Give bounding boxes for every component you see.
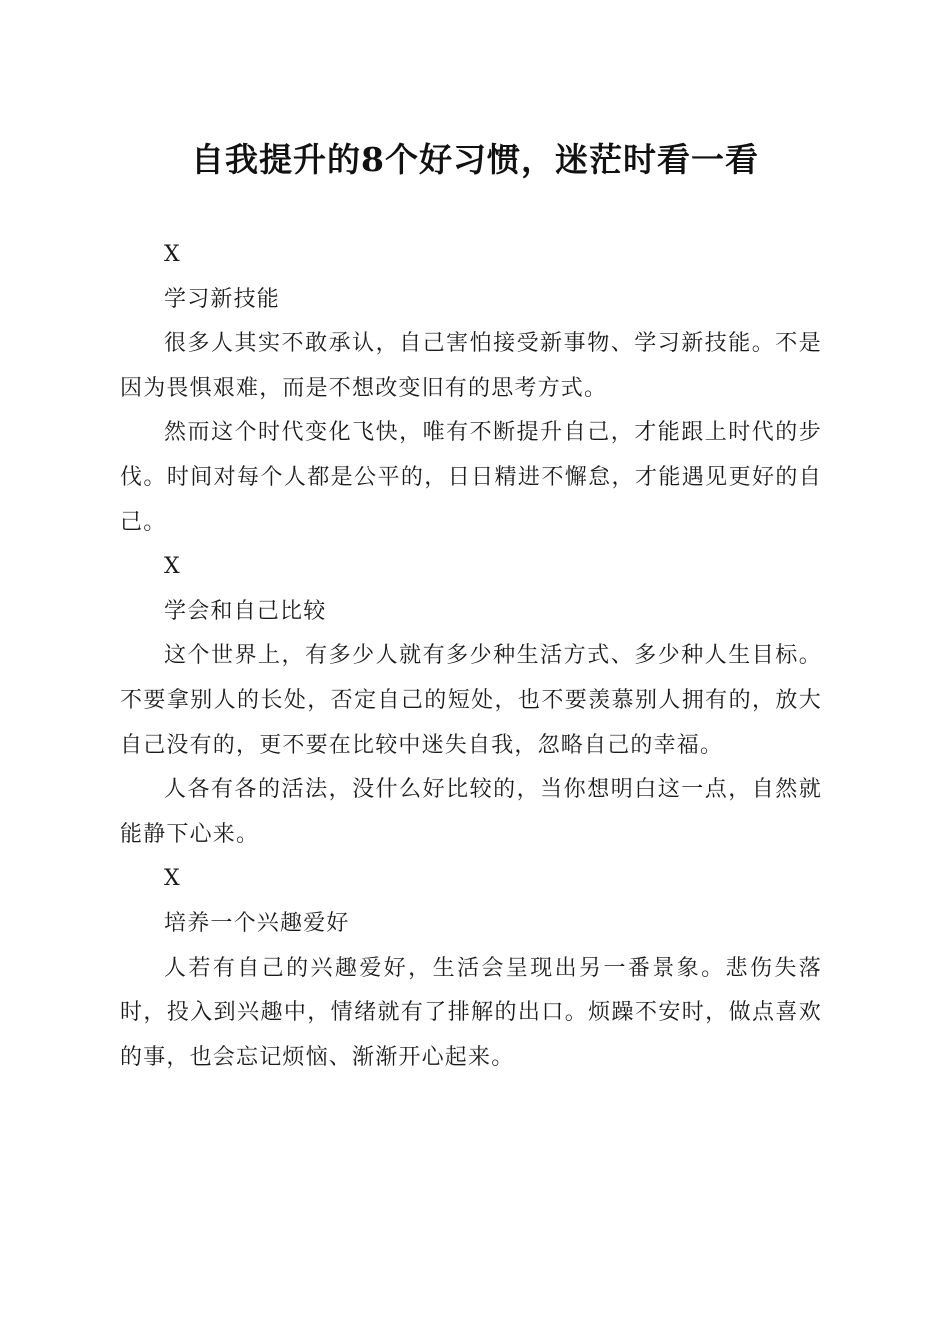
paragraph: 很多人其实不敢承认，自己害怕接受新事物、学习新技能。不是因为畏惧艰难，而是不想改变旧有的思考方式。 <box>120 331 822 401</box>
section-heading: 学会和自己比较 <box>164 598 327 624</box>
document-body <box>120 233 822 1080</box>
paragraph: 人若有自己的兴趣爱好，生活会呈现出另一番景象。悲伤失落时，投入到兴趣中，情绪就有了排解的出口。烦躁不安时，做点喜欢的事，也会忘记烦恼、渐渐开心起来。 <box>120 955 822 1070</box>
paragraph: 人各有各的活法，没什么好比较的，当你想明白这一点，自然就能静下心来。 <box>120 777 822 847</box>
section-marker: X <box>164 866 180 892</box>
section-marker: X <box>164 554 180 580</box>
section-heading: 学习新技能 <box>164 286 281 312</box>
section-marker: X <box>164 242 180 267</box>
section-heading: 培养一个兴趣爱好 <box>164 910 350 936</box>
document-title: 自我提升的8个好习惯，迷茫时看一看 <box>191 140 759 179</box>
paragraph: 然而这个时代变化飞快，唯有不断提升自己，才能跟上时代的步伐。时间对每个人都是公平的，日日精进不懈怠，才能遇见更好的自己。 <box>120 420 822 535</box>
paragraph: 这个世界上，有多少人就有多少种生活方式、多少种人生目标。不要拿别人的长处，否定自己的短处，也不要羡慕别人拥有的，放大自己没有的，更不要在比较中迷失自我，忽略自己的幸福。 <box>120 643 822 758</box>
